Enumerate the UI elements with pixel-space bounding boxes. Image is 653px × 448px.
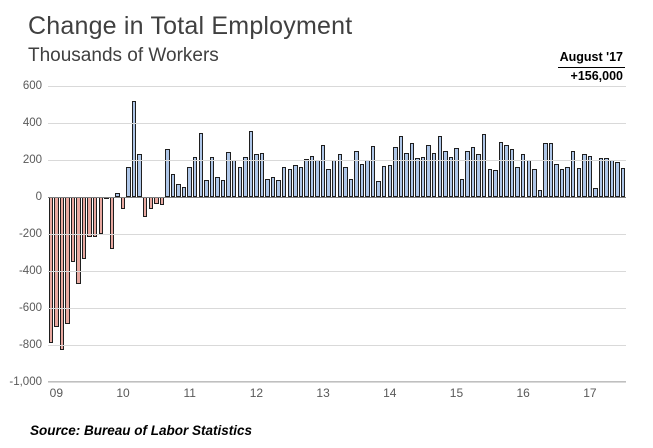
gridline	[48, 345, 626, 346]
x-axis-tick-label: 11	[183, 386, 196, 400]
gridline	[48, 234, 626, 235]
bar	[382, 166, 386, 197]
bar	[265, 179, 269, 197]
bar	[471, 147, 475, 197]
plot-area	[9, 80, 626, 388]
y-axis-tick-label: -800	[18, 339, 42, 351]
bar	[349, 179, 353, 198]
latest-value-callout	[558, 50, 625, 84]
bar	[160, 197, 164, 205]
bar	[87, 197, 91, 237]
bar	[171, 174, 175, 197]
bar	[238, 167, 242, 197]
y-axis-tick-label: -600	[18, 302, 42, 314]
bar	[621, 168, 625, 197]
bar	[343, 167, 347, 197]
bar	[504, 145, 508, 197]
bar	[599, 158, 603, 197]
bar	[376, 181, 380, 197]
bar	[304, 159, 308, 197]
bar	[121, 197, 125, 209]
bar	[199, 133, 203, 197]
bar	[332, 160, 336, 197]
bar	[126, 167, 130, 197]
x-axis-tick-label: 10	[116, 386, 130, 400]
bar	[282, 167, 286, 197]
x-axis-tick-label: 16	[516, 386, 530, 400]
bar	[460, 179, 464, 198]
y-axis-tick-label: 600	[22, 80, 42, 92]
bar	[510, 149, 514, 197]
callout-value: +156,000	[570, 68, 623, 83]
gridline	[48, 160, 626, 161]
bar	[399, 136, 403, 197]
bar	[615, 162, 619, 197]
bar	[288, 169, 292, 197]
bar	[493, 170, 497, 197]
bar	[243, 157, 247, 197]
bar	[232, 160, 236, 197]
gridline	[48, 86, 626, 87]
bar	[588, 156, 592, 197]
bar	[388, 165, 392, 197]
bar	[538, 190, 542, 197]
bar	[226, 152, 230, 197]
bar	[443, 151, 447, 197]
bar	[371, 146, 375, 197]
bar	[560, 169, 564, 197]
bar	[549, 143, 553, 197]
x-axis-tick-label: 09	[49, 386, 64, 400]
bar	[165, 149, 169, 197]
y-axis-tick-label: 200	[22, 154, 42, 166]
source-note: Source: Bureau of Labor Statistics	[30, 423, 253, 438]
x-axis-tick-label: 12	[249, 386, 264, 400]
bar	[204, 180, 208, 197]
bar	[210, 157, 214, 197]
bar	[271, 177, 275, 197]
bar	[143, 197, 147, 217]
x-axis-line	[48, 381, 626, 382]
bar	[421, 157, 425, 197]
x-axis-tick-label: 17	[583, 386, 597, 400]
bar	[321, 145, 325, 197]
gridline	[48, 382, 626, 383]
bar	[454, 148, 458, 197]
bar	[360, 164, 364, 197]
bar	[393, 147, 397, 197]
x-axis-tick-label: 15	[449, 386, 464, 400]
bar	[310, 156, 314, 197]
bar	[565, 167, 569, 197]
bar	[149, 197, 153, 209]
bar	[610, 160, 614, 197]
y-axis-tick-label: -200	[18, 228, 42, 240]
bar	[354, 151, 358, 197]
bar	[410, 143, 414, 197]
gridline	[48, 308, 626, 309]
y-axis-tick-label: -1,000	[9, 376, 42, 388]
bar	[299, 167, 303, 197]
bar	[577, 168, 581, 197]
bar	[132, 101, 136, 197]
y-axis-tick-label: 400	[22, 117, 42, 129]
bar	[554, 164, 558, 197]
bar	[221, 180, 225, 197]
callout-label: August '17	[558, 50, 625, 68]
bar	[249, 131, 253, 197]
bar	[482, 134, 486, 197]
bar	[326, 169, 330, 197]
bar	[193, 157, 197, 197]
bar	[65, 197, 69, 324]
bar	[438, 136, 442, 197]
bar	[182, 187, 186, 197]
bar	[593, 188, 597, 197]
bar	[488, 169, 492, 197]
bar	[527, 160, 531, 197]
zero-line	[48, 197, 626, 198]
bar	[71, 197, 75, 262]
x-axis-tick-label: 14	[383, 386, 397, 400]
bar	[99, 197, 103, 234]
gridline	[48, 123, 626, 124]
bar	[93, 197, 97, 237]
chart-subtitle: Thousands of Workers	[28, 45, 219, 66]
y-axis-tick-label: -400	[18, 265, 42, 277]
bar	[315, 160, 319, 197]
bar	[215, 177, 219, 197]
bar	[187, 167, 191, 197]
bar	[154, 197, 158, 204]
bar	[465, 151, 469, 197]
y-axis-tick-label: 0	[35, 191, 42, 203]
bar	[365, 160, 369, 197]
bar	[499, 142, 503, 198]
bar	[571, 151, 575, 197]
bar	[515, 167, 519, 197]
gridline	[48, 271, 626, 272]
bar	[426, 145, 430, 197]
bar	[449, 157, 453, 197]
x-axis-tick-label: 13	[316, 386, 330, 400]
chart-title: Change in Total Employment	[28, 12, 353, 40]
bar	[82, 197, 86, 259]
bar	[415, 158, 419, 197]
bar	[276, 180, 280, 197]
bar	[110, 197, 114, 249]
bar	[176, 184, 180, 197]
bar	[60, 197, 64, 350]
bar	[604, 158, 608, 197]
bar	[293, 165, 297, 197]
bar	[532, 169, 536, 197]
x-axis-labels	[48, 386, 626, 406]
bar	[543, 143, 547, 197]
